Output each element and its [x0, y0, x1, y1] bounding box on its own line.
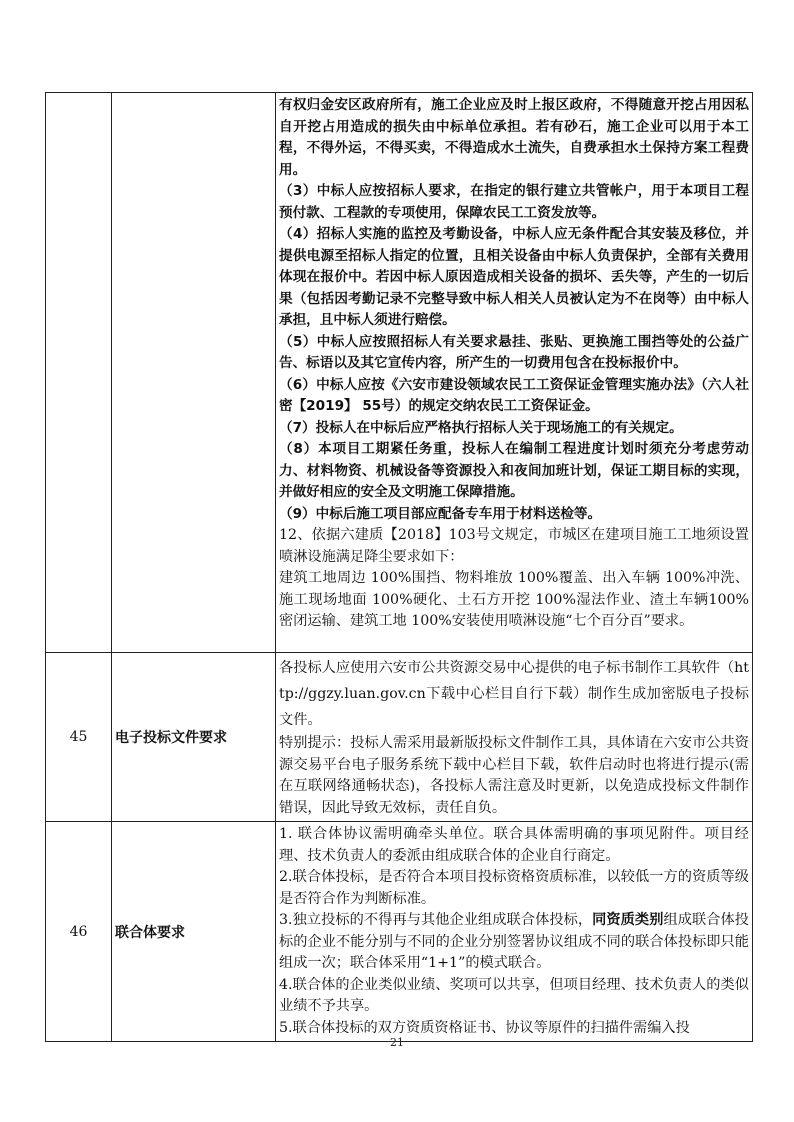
content-paragraph: （7）投标人在中标后应严格执行招标人关于现场施工的有关规定。	[279, 419, 683, 436]
requirements-table	[45, 92, 753, 1042]
row-item-cell	[112, 93, 276, 653]
row-item-cell: 联合体要求	[112, 822, 276, 1042]
content-paragraph: 2.联合体投标，是否符合本项目投标资格资质标准，以较低一方的资质等级是否符合作为判断标准。	[279, 869, 749, 907]
page-number: 21	[390, 1036, 404, 1049]
content-paragraph: 各投标人应使用六安市公共资源交易中心提供的电子标书制作工具软件（http://ggzy.luan.gov.cn下载中心栏目自行下载）制作生成加密版电子投标文件。	[279, 660, 749, 728]
content-paragraph: （3）中标人应按招标人要求，在指定的银行建立共管帐户，用于本项目工程预付款、工程款的专项使用，保障农民工工资发放等。	[279, 183, 749, 221]
row-content-cell	[276, 822, 753, 1042]
content-paragraph: （4）招标人实施的监控及考勤设备，中标人应无条件配合其安装及移位，并提供电源至招标人指定的位置，且相关设备由中标人负责保护，全部有关费用体现在报价中。若因中标人原因造成相关设备的损坏、丢失等，产生的一切后果（包括因考勤记录不完整导致中标人相关人员被认定为不在岗等）由中标人承担，且中标人须进行赔偿。	[279, 226, 749, 328]
content-paragraph: （5）中标人应按照招标人有关要求悬挂、张贴、更换施工围挡等处的公益广告、标语以及其它宣传内容，所产生的一切费用包含在投标报价中。	[279, 333, 749, 371]
row-number-cell: 45	[46, 653, 112, 822]
content-paragraph: （9）中标后施工项目部应配备专车用于材料送检等。	[279, 505, 602, 522]
content-paragraph: 4.联合体的企业类似业绩、奖项可以共享，但项目经理、技术负责人的类似业绩不予共享。	[279, 976, 749, 1014]
table-row-45	[46, 653, 753, 822]
emphasized-text: 同资质类别	[592, 912, 664, 928]
paragraph-text: 组成联合体投标的企业不能分别与不同的企业分别签署协议组成不同的联合体投标即只能组成一次；联合体采用“1+1”的模式联合。	[279, 912, 749, 971]
content-paragraph	[279, 910, 749, 975]
table-row-46	[46, 822, 753, 1042]
row-content-cell	[276, 93, 753, 653]
content-paragraph: 12、依据六建质【2018】103号文规定，市城区在建项目施工工地须设置喷淋设施满足降尘要求如下：	[279, 527, 749, 565]
content-paragraph: 1. 联合体协议需明确牵头单位。联合具体需明确的事项见附件。项目经理、技术负责人的委派由组成联合体的企业自行商定。	[279, 826, 749, 864]
row-number-cell: 46	[46, 822, 112, 1042]
content-paragraph: 建筑工地周边 100%围挡、物料堆放 100%覆盖、出入车辆 100%冲洗、施工现场地面 100%硬化、土石方开挖 100%湿法作业、渣土车辆100%密闭运输、建筑工地 100%安装使用喷淋设施“七个百分百”要求。	[279, 570, 749, 629]
table-row-continuation	[46, 93, 753, 653]
row-number-cell	[46, 93, 112, 653]
content-paragraph: 特别提示：投标人需采用最新版投标文件制作工具，具体请在六安市公共资源交易平台电子服务系统下载中心栏目下载，软件启动时也将进行提示(需在互联网络通畅状态)，各投标人需注意及时更新，以免造成投标文件制作错误，因此导致无效标，责任自负。	[279, 735, 749, 816]
row-item-cell: 电子投标文件要求	[112, 653, 276, 822]
content-paragraph: 5.联合体投标的双方资质资格证书、协议等原件的扫描件需编入投	[279, 1019, 690, 1036]
content-paragraph: 有权归金安区政府所有，施工企业应及时上报区政府，不得随意开挖占用因私自开挖占用造成的损失由中标单位承担。若有砂石，施工企业可以用于本工程，不得外运，不得买卖，不得造成水土流失，自费承担水土保持方案工程费用。	[279, 97, 749, 178]
content-paragraph: （8）本项目工期紧任务重，投标人在编制工程进度计划时须充分考虑劳动力、材料物资、机械设备等资源投入和夜间加班计划，保证工期目标的实现，并做好相应的安全及文明施工保障措施。	[279, 441, 749, 500]
content-paragraph: （6）中标人应按《六安市建设领域农民工工资保证金管理实施办法》（六人社密【2019】 55号）的规定交纳农民工工资保证金。	[279, 376, 749, 414]
row-content-cell	[276, 653, 753, 822]
paragraph-text: 3.独立投标的不得再与其他企业组成联合体投标，	[279, 912, 593, 928]
